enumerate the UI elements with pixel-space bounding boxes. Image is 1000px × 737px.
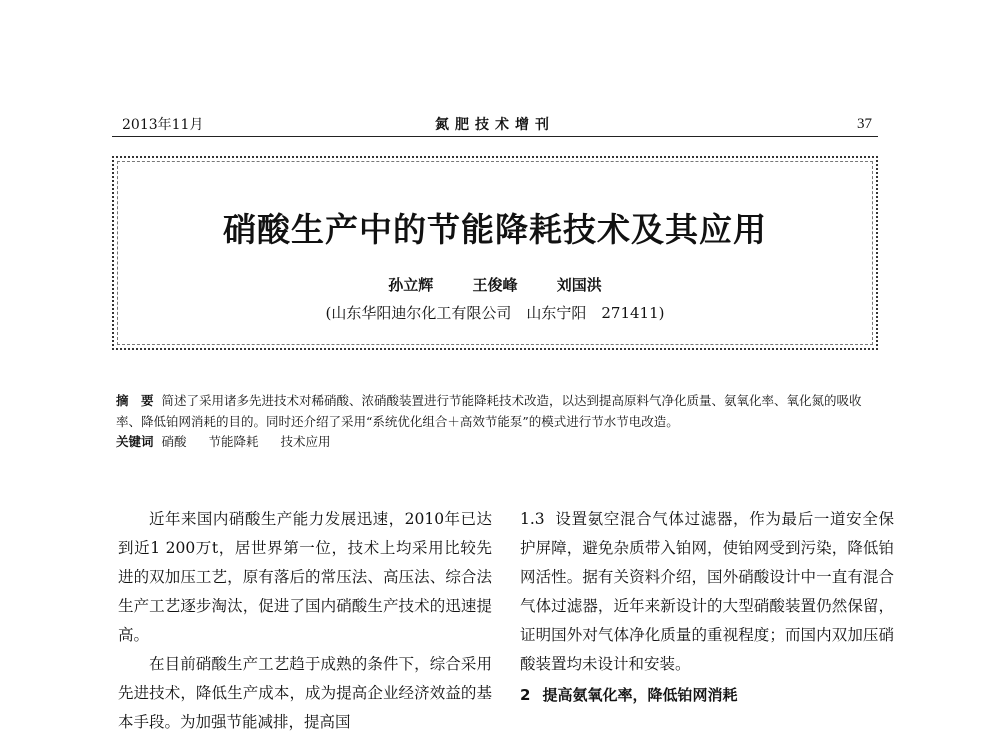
abstract-label: 摘 要 [116, 393, 154, 408]
title-frame [112, 156, 878, 350]
section-title: 提高氨氧化率，降低铂网消耗 [542, 686, 738, 704]
body-paragraph: 近年来国内硝酸生产能力发展迅速，2010年已达到近1 200万t，居世界第一位，技术上均采用比较先进的双加压工艺，原有落后的常压法、高压法、综合法生产工艺逐步淘汰，促进了国内硝酸生产技术的迅速提高。 [118, 510, 492, 644]
keyword: 节能降耗 [208, 434, 259, 449]
body-paragraph: 在目前硝酸生产工艺趋于成熟的条件下，综合采用先进技术，降低生产成本，成为提高企业经济效益的基本手段。为加强节能减排，提高国 [118, 655, 492, 731]
keywords [116, 432, 349, 450]
journal-name: 氮肥技术增刊 [435, 117, 555, 133]
keyword: 技术应用 [280, 434, 331, 449]
abstract-text: 简述了采用诸多先进技术对稀硝酸、浓硝酸装置进行节能降耗技术改造，以达到提高原料气净化质量、氨氧化率、氧化氮的吸收率、降低铂网消耗的目的。同时还介绍了采用“系统优化组合＋高效节能泵”的模式进行节水节电改造。 [116, 393, 862, 429]
section-number: 2 [520, 686, 531, 704]
page-number: 37 [857, 116, 872, 132]
subsection-paragraph [520, 505, 894, 679]
author-name: 孙立辉 [388, 276, 434, 294]
keywords-label: 关键词 [116, 434, 154, 449]
author-list [114, 274, 876, 295]
paper-title: 硝酸生产中的节能降耗技术及其应用 [223, 210, 767, 249]
body-column-right [520, 505, 894, 710]
author-affiliation: (山东华阳迪尔化工有限公司 山东宁阳 271411) [325, 304, 665, 322]
body-column-left [118, 505, 492, 737]
abstract [116, 390, 886, 432]
keyword: 硝酸 [161, 434, 187, 449]
issue-date: 2013年11月 [122, 117, 204, 133]
running-header [112, 114, 878, 137]
section-heading [520, 681, 894, 710]
author-name: 刘国洪 [556, 276, 602, 294]
subsection-text: 设置氨空混合气体过滤器，作为最后一道安全保护屏障，避免杂质带入铂网，使铂网受到污染，降低铂网活性。据有关资料介绍，国外硝酸设计中一直有混合气体过滤器，近年来新设计的大型硝酸装置仍然保留，证明国外对气体净化质量的重视程度；而国内双加压硝酸装置均未设计和安装。 [520, 510, 894, 673]
author-name: 王俊峰 [472, 276, 518, 294]
subsection-number: 1.3 [520, 510, 545, 528]
